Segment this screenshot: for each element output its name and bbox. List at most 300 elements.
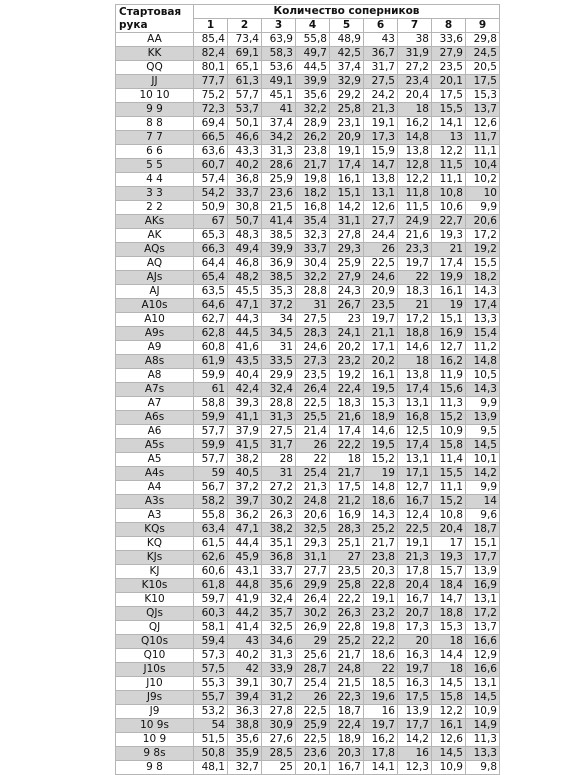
equity-cell: 12,7 bbox=[432, 341, 466, 355]
equity-cell: 33,7 bbox=[228, 187, 262, 201]
equity-cell: 14,4 bbox=[432, 649, 466, 663]
equity-cell: 17,8 bbox=[364, 747, 398, 761]
equity-cell: 16,2 bbox=[432, 355, 466, 369]
equity-cell: 14,8 bbox=[364, 481, 398, 495]
equity-cell: 28 bbox=[262, 453, 296, 467]
equity-cell: 35,6 bbox=[262, 579, 296, 593]
equity-cell: 14,1 bbox=[432, 117, 466, 131]
hand-cell: KJs bbox=[116, 551, 194, 565]
equity-cell: 41,4 bbox=[262, 215, 296, 229]
hand-cell: 10 9 bbox=[116, 733, 194, 747]
table-row bbox=[116, 355, 500, 369]
equity-cell: 21,2 bbox=[330, 495, 364, 509]
equity-cell: 50,9 bbox=[194, 201, 228, 215]
equity-cell: 22,5 bbox=[296, 705, 330, 719]
equity-cell: 14,6 bbox=[364, 425, 398, 439]
equity-cell: 38,5 bbox=[262, 229, 296, 243]
equity-cell: 44,5 bbox=[296, 61, 330, 75]
hand-cell: Q10 bbox=[116, 649, 194, 663]
equity-cell: 61,5 bbox=[194, 537, 228, 551]
equity-cell: 24,8 bbox=[330, 663, 364, 677]
equity-cell: 21,7 bbox=[330, 649, 364, 663]
equity-cell: 35,7 bbox=[262, 607, 296, 621]
hand-column-header: Стартовая рука bbox=[116, 5, 194, 33]
equity-cell: 31,3 bbox=[262, 145, 296, 159]
equity-cell: 43 bbox=[228, 635, 262, 649]
equity-cell: 14,7 bbox=[432, 593, 466, 607]
equity-cell: 49,4 bbox=[228, 243, 262, 257]
equity-cell: 19,6 bbox=[364, 691, 398, 705]
equity-cell: 39,7 bbox=[228, 495, 262, 509]
equity-cell: 32,3 bbox=[296, 229, 330, 243]
equity-cell: 27,6 bbox=[262, 733, 296, 747]
equity-cell: 29,9 bbox=[296, 579, 330, 593]
table-row bbox=[116, 117, 500, 131]
equity-cell: 16,2 bbox=[364, 733, 398, 747]
equity-cell: 58,1 bbox=[194, 621, 228, 635]
equity-cell: 39,3 bbox=[228, 397, 262, 411]
equity-cell: 20,4 bbox=[398, 579, 432, 593]
equity-cell: 38,8 bbox=[228, 719, 262, 733]
hand-cell: 9 9 bbox=[116, 103, 194, 117]
opponents-count-header: 2 bbox=[228, 19, 262, 33]
equity-cell: 22 bbox=[398, 271, 432, 285]
equity-cell: 17,1 bbox=[398, 467, 432, 481]
equity-cell: 15,1 bbox=[466, 537, 500, 551]
equity-cell: 21,5 bbox=[330, 677, 364, 691]
equity-cell: 25,8 bbox=[330, 103, 364, 117]
equity-cell: 41,6 bbox=[228, 341, 262, 355]
equity-cell: 18,2 bbox=[296, 187, 330, 201]
hand-cell: AQ bbox=[116, 257, 194, 271]
equity-cell: 13,1 bbox=[398, 397, 432, 411]
equity-cell: 44,3 bbox=[228, 313, 262, 327]
equity-cell: 10,1 bbox=[466, 453, 500, 467]
equity-cell: 21,6 bbox=[398, 229, 432, 243]
hand-cell: A7 bbox=[116, 397, 194, 411]
equity-cell: 18,8 bbox=[432, 607, 466, 621]
equity-cell: 65,1 bbox=[228, 61, 262, 75]
equity-cell: 16 bbox=[364, 705, 398, 719]
equity-cell: 30,2 bbox=[296, 607, 330, 621]
table-row bbox=[116, 509, 500, 523]
equity-cell: 9,8 bbox=[466, 761, 500, 775]
equity-cell: 21,7 bbox=[364, 537, 398, 551]
equity-cell: 27,9 bbox=[330, 271, 364, 285]
equity-cell: 16,2 bbox=[398, 117, 432, 131]
equity-cell: 21 bbox=[432, 243, 466, 257]
equity-cell: 22,4 bbox=[330, 719, 364, 733]
table-row bbox=[116, 327, 500, 341]
equity-cell: 15,2 bbox=[364, 453, 398, 467]
equity-cell: 54 bbox=[194, 719, 228, 733]
hand-cell: KK bbox=[116, 47, 194, 61]
equity-cell: 64,4 bbox=[194, 257, 228, 271]
equity-cell: 19,3 bbox=[432, 551, 466, 565]
equity-cell: 19,1 bbox=[364, 593, 398, 607]
hand-cell: J10s bbox=[116, 663, 194, 677]
equity-cell: 25 bbox=[262, 761, 296, 775]
table-row bbox=[116, 299, 500, 313]
equity-table-container bbox=[115, 4, 500, 775]
equity-cell: 60,6 bbox=[194, 565, 228, 579]
equity-cell: 37,2 bbox=[262, 299, 296, 313]
equity-cell: 15,9 bbox=[364, 145, 398, 159]
equity-cell: 21,7 bbox=[330, 467, 364, 481]
equity-cell: 41,4 bbox=[228, 621, 262, 635]
equity-cell: 48,9 bbox=[330, 33, 364, 47]
hand-cell: A7s bbox=[116, 383, 194, 397]
table-row bbox=[116, 705, 500, 719]
equity-cell: 64,6 bbox=[194, 299, 228, 313]
hand-cell: AK bbox=[116, 229, 194, 243]
table-row bbox=[116, 579, 500, 593]
equity-cell: 12,5 bbox=[398, 425, 432, 439]
opponents-count-header: 4 bbox=[296, 19, 330, 33]
equity-cell: 23,6 bbox=[296, 747, 330, 761]
equity-cell: 47,1 bbox=[228, 299, 262, 313]
equity-cell: 30,8 bbox=[228, 201, 262, 215]
equity-cell: 17,7 bbox=[466, 551, 500, 565]
equity-cell: 55,3 bbox=[194, 677, 228, 691]
opponents-count-header: 8 bbox=[432, 19, 466, 33]
equity-cell: 26 bbox=[364, 243, 398, 257]
equity-cell: 27,3 bbox=[296, 355, 330, 369]
equity-cell: 37,2 bbox=[228, 481, 262, 495]
equity-cell: 26,4 bbox=[296, 383, 330, 397]
equity-cell: 45,5 bbox=[228, 285, 262, 299]
equity-cell: 24,4 bbox=[364, 229, 398, 243]
equity-cell: 30,7 bbox=[262, 677, 296, 691]
equity-cell: 40,5 bbox=[228, 467, 262, 481]
equity-cell: 60,7 bbox=[194, 159, 228, 173]
equity-cell: 24,2 bbox=[364, 89, 398, 103]
hand-cell: 6 6 bbox=[116, 145, 194, 159]
equity-cell: 16,1 bbox=[364, 369, 398, 383]
equity-cell: 26 bbox=[296, 691, 330, 705]
equity-cell: 17,5 bbox=[330, 481, 364, 495]
equity-cell: 14,6 bbox=[398, 341, 432, 355]
equity-cell: 31,7 bbox=[364, 61, 398, 75]
equity-cell: 54,2 bbox=[194, 187, 228, 201]
equity-cell: 11,9 bbox=[432, 369, 466, 383]
opponents-count-header: 3 bbox=[262, 19, 296, 33]
table-row bbox=[116, 201, 500, 215]
equity-cell: 26 bbox=[296, 439, 330, 453]
equity-cell: 11,5 bbox=[398, 201, 432, 215]
equity-cell: 33,9 bbox=[262, 663, 296, 677]
hand-cell: QJs bbox=[116, 607, 194, 621]
equity-cell: 20,2 bbox=[330, 341, 364, 355]
equity-cell: 63,6 bbox=[194, 145, 228, 159]
equity-cell: 49,1 bbox=[262, 75, 296, 89]
equity-cell: 23,6 bbox=[262, 187, 296, 201]
equity-cell: 38 bbox=[398, 33, 432, 47]
equity-cell: 25,8 bbox=[330, 579, 364, 593]
equity-cell: 10 bbox=[466, 187, 500, 201]
equity-cell: 23 bbox=[330, 313, 364, 327]
table-row bbox=[116, 649, 500, 663]
hand-cell: AKs bbox=[116, 215, 194, 229]
equity-cell: 11,2 bbox=[466, 341, 500, 355]
equity-cell: 16,1 bbox=[330, 173, 364, 187]
equity-cell: 16,7 bbox=[330, 761, 364, 775]
equity-cell: 43,3 bbox=[228, 145, 262, 159]
table-row bbox=[116, 313, 500, 327]
equity-cell: 82,4 bbox=[194, 47, 228, 61]
equity-cell: 14,3 bbox=[466, 383, 500, 397]
equity-cell: 32,2 bbox=[296, 271, 330, 285]
equity-cell: 17,2 bbox=[466, 229, 500, 243]
equity-cell: 56,7 bbox=[194, 481, 228, 495]
equity-cell: 16,8 bbox=[398, 411, 432, 425]
equity-cell: 35,3 bbox=[262, 285, 296, 299]
equity-cell: 17,1 bbox=[364, 341, 398, 355]
equity-cell: 20,3 bbox=[330, 747, 364, 761]
equity-cell: 20,9 bbox=[364, 285, 398, 299]
hand-cell: A10s bbox=[116, 299, 194, 313]
equity-cell: 19,7 bbox=[364, 719, 398, 733]
equity-cell: 26,4 bbox=[296, 593, 330, 607]
equity-cell: 26,7 bbox=[330, 299, 364, 313]
table-row bbox=[116, 439, 500, 453]
equity-cell: 31,2 bbox=[262, 691, 296, 705]
equity-cell: 27,5 bbox=[296, 313, 330, 327]
equity-cell: 18,2 bbox=[466, 271, 500, 285]
equity-cell: 28,3 bbox=[330, 523, 364, 537]
equity-cell: 11,1 bbox=[432, 481, 466, 495]
hand-cell: 8 8 bbox=[116, 117, 194, 131]
equity-cell: 18,9 bbox=[330, 733, 364, 747]
hand-cell: A10 bbox=[116, 313, 194, 327]
table-row bbox=[116, 677, 500, 691]
table-row bbox=[116, 593, 500, 607]
equity-cell: 18,9 bbox=[364, 411, 398, 425]
equity-cell: 72,3 bbox=[194, 103, 228, 117]
equity-cell: 48,2 bbox=[228, 271, 262, 285]
equity-cell: 14,3 bbox=[364, 509, 398, 523]
equity-cell: 30,2 bbox=[262, 495, 296, 509]
hand-cell: AJs bbox=[116, 271, 194, 285]
equity-cell: 57,5 bbox=[194, 663, 228, 677]
table-row bbox=[116, 33, 500, 47]
equity-cell: 17,2 bbox=[466, 607, 500, 621]
equity-cell: 22,8 bbox=[364, 579, 398, 593]
equity-cell: 20,4 bbox=[398, 89, 432, 103]
hand-cell: A6s bbox=[116, 411, 194, 425]
equity-cell: 26,9 bbox=[296, 621, 330, 635]
equity-cell: 22,3 bbox=[330, 691, 364, 705]
table-row bbox=[116, 425, 500, 439]
equity-cell: 39,1 bbox=[228, 677, 262, 691]
opponents-header: Количество соперников bbox=[194, 5, 500, 19]
equity-cell: 44,2 bbox=[228, 607, 262, 621]
equity-cell: 16,8 bbox=[296, 201, 330, 215]
equity-cell: 14,2 bbox=[330, 201, 364, 215]
equity-cell: 15,5 bbox=[432, 467, 466, 481]
hand-cell: A5s bbox=[116, 439, 194, 453]
equity-cell: 19 bbox=[364, 467, 398, 481]
equity-cell: 13,7 bbox=[466, 621, 500, 635]
hand-cell: J10 bbox=[116, 677, 194, 691]
equity-cell: 36,9 bbox=[262, 257, 296, 271]
hand-cell: 2 2 bbox=[116, 201, 194, 215]
equity-cell: 85,4 bbox=[194, 33, 228, 47]
equity-cell: 33,7 bbox=[262, 565, 296, 579]
equity-cell: 36,8 bbox=[228, 173, 262, 187]
hand-cell: A4 bbox=[116, 481, 194, 495]
equity-cell: 9,9 bbox=[466, 481, 500, 495]
equity-cell: 14,2 bbox=[466, 467, 500, 481]
equity-cell: 10,4 bbox=[466, 159, 500, 173]
equity-cell: 34 bbox=[262, 313, 296, 327]
equity-cell: 15,3 bbox=[466, 89, 500, 103]
equity-cell: 14,5 bbox=[466, 439, 500, 453]
equity-cell: 18,5 bbox=[364, 677, 398, 691]
equity-cell: 15,5 bbox=[466, 257, 500, 271]
equity-cell: 21,7 bbox=[296, 159, 330, 173]
table-row bbox=[116, 565, 500, 579]
hand-cell: KQs bbox=[116, 523, 194, 537]
equity-cell: 12,7 bbox=[398, 481, 432, 495]
equity-cell: 28,3 bbox=[296, 327, 330, 341]
equity-cell: 69,4 bbox=[194, 117, 228, 131]
equity-cell: 45,1 bbox=[262, 89, 296, 103]
equity-cell: 17,3 bbox=[398, 621, 432, 635]
equity-cell: 10,8 bbox=[432, 509, 466, 523]
equity-cell: 31,1 bbox=[296, 551, 330, 565]
equity-cell: 60,8 bbox=[194, 341, 228, 355]
equity-cell: 29,2 bbox=[330, 89, 364, 103]
equity-cell: 51,5 bbox=[194, 733, 228, 747]
equity-cell: 19 bbox=[432, 299, 466, 313]
equity-cell: 15,6 bbox=[432, 383, 466, 397]
equity-cell: 33,5 bbox=[262, 355, 296, 369]
equity-cell: 41,9 bbox=[228, 593, 262, 607]
equity-cell: 26,3 bbox=[330, 607, 364, 621]
equity-cell: 38,5 bbox=[262, 271, 296, 285]
equity-cell: 9,6 bbox=[466, 509, 500, 523]
table-row bbox=[116, 75, 500, 89]
equity-cell: 17,7 bbox=[398, 719, 432, 733]
equity-cell: 12,9 bbox=[466, 649, 500, 663]
equity-cell: 21 bbox=[398, 299, 432, 313]
hand-cell: AQs bbox=[116, 243, 194, 257]
equity-cell: 15,2 bbox=[432, 411, 466, 425]
equity-cell: 23,5 bbox=[364, 299, 398, 313]
equity-cell: 39,9 bbox=[296, 75, 330, 89]
equity-cell: 36,7 bbox=[364, 47, 398, 61]
equity-cell: 18,3 bbox=[398, 285, 432, 299]
equity-cell: 12,8 bbox=[398, 159, 432, 173]
hand-cell: 10 10 bbox=[116, 89, 194, 103]
equity-cell: 21,1 bbox=[364, 327, 398, 341]
equity-cell: 67 bbox=[194, 215, 228, 229]
equity-cell: 22,5 bbox=[296, 733, 330, 747]
equity-cell: 17,4 bbox=[330, 425, 364, 439]
hand-cell: 5 5 bbox=[116, 159, 194, 173]
equity-cell: 31 bbox=[262, 341, 296, 355]
equity-cell: 23,3 bbox=[398, 243, 432, 257]
equity-cell: 12,4 bbox=[398, 509, 432, 523]
equity-cell: 66,5 bbox=[194, 131, 228, 145]
equity-cell: 18 bbox=[398, 103, 432, 117]
equity-cell: 41,1 bbox=[228, 411, 262, 425]
table-row bbox=[116, 257, 500, 271]
equity-cell: 19,7 bbox=[364, 313, 398, 327]
equity-cell: 20,6 bbox=[466, 215, 500, 229]
equity-cell: 66,3 bbox=[194, 243, 228, 257]
equity-cell: 20,7 bbox=[398, 607, 432, 621]
equity-cell: 27,5 bbox=[364, 75, 398, 89]
equity-cell: 18,8 bbox=[398, 327, 432, 341]
equity-cell: 35,1 bbox=[262, 537, 296, 551]
equity-cell: 17,2 bbox=[398, 313, 432, 327]
table-row bbox=[116, 761, 500, 775]
equity-cell: 61,8 bbox=[194, 579, 228, 593]
equity-cell: 27,8 bbox=[330, 229, 364, 243]
equity-cell: 48,1 bbox=[194, 761, 228, 775]
equity-cell: 13,1 bbox=[466, 593, 500, 607]
table-row bbox=[116, 537, 500, 551]
equity-cell: 80,1 bbox=[194, 61, 228, 75]
table-row bbox=[116, 103, 500, 117]
table-row bbox=[116, 411, 500, 425]
hand-cell: A4s bbox=[116, 467, 194, 481]
hand-cell: 10 9s bbox=[116, 719, 194, 733]
equity-cell: 10,2 bbox=[466, 173, 500, 187]
equity-cell: 25,2 bbox=[330, 635, 364, 649]
table-row bbox=[116, 621, 500, 635]
table-row bbox=[116, 341, 500, 355]
equity-cell: 40,4 bbox=[228, 369, 262, 383]
table-row bbox=[116, 635, 500, 649]
equity-cell: 53,6 bbox=[262, 61, 296, 75]
table-row bbox=[116, 243, 500, 257]
hand-cell: AJ bbox=[116, 285, 194, 299]
equity-cell: 21,3 bbox=[398, 551, 432, 565]
equity-cell: 17,5 bbox=[466, 75, 500, 89]
hand-cell: A8s bbox=[116, 355, 194, 369]
hand-cell: A3s bbox=[116, 495, 194, 509]
equity-cell: 12,6 bbox=[466, 117, 500, 131]
table-body bbox=[116, 33, 500, 775]
equity-cell: 25,9 bbox=[296, 719, 330, 733]
equity-cell: 13,8 bbox=[398, 145, 432, 159]
equity-cell: 18,3 bbox=[330, 397, 364, 411]
equity-cell: 20,6 bbox=[296, 509, 330, 523]
equity-cell: 33,7 bbox=[296, 243, 330, 257]
equity-cell: 32,4 bbox=[262, 593, 296, 607]
equity-cell: 28,6 bbox=[262, 159, 296, 173]
equity-cell: 27,7 bbox=[296, 565, 330, 579]
equity-cell: 16,1 bbox=[432, 719, 466, 733]
equity-cell: 25,5 bbox=[296, 411, 330, 425]
table-row bbox=[116, 691, 500, 705]
equity-cell: 31 bbox=[296, 299, 330, 313]
equity-cell: 34,6 bbox=[262, 635, 296, 649]
equity-cell: 27,2 bbox=[398, 61, 432, 75]
equity-cell: 15,3 bbox=[364, 397, 398, 411]
equity-cell: 50,7 bbox=[228, 215, 262, 229]
equity-cell: 17,4 bbox=[330, 159, 364, 173]
table-row bbox=[116, 89, 500, 103]
table-row bbox=[116, 663, 500, 677]
equity-cell: 23,2 bbox=[330, 355, 364, 369]
equity-cell: 41,5 bbox=[228, 439, 262, 453]
equity-cell: 19,7 bbox=[398, 663, 432, 677]
equity-cell: 59,9 bbox=[194, 369, 228, 383]
